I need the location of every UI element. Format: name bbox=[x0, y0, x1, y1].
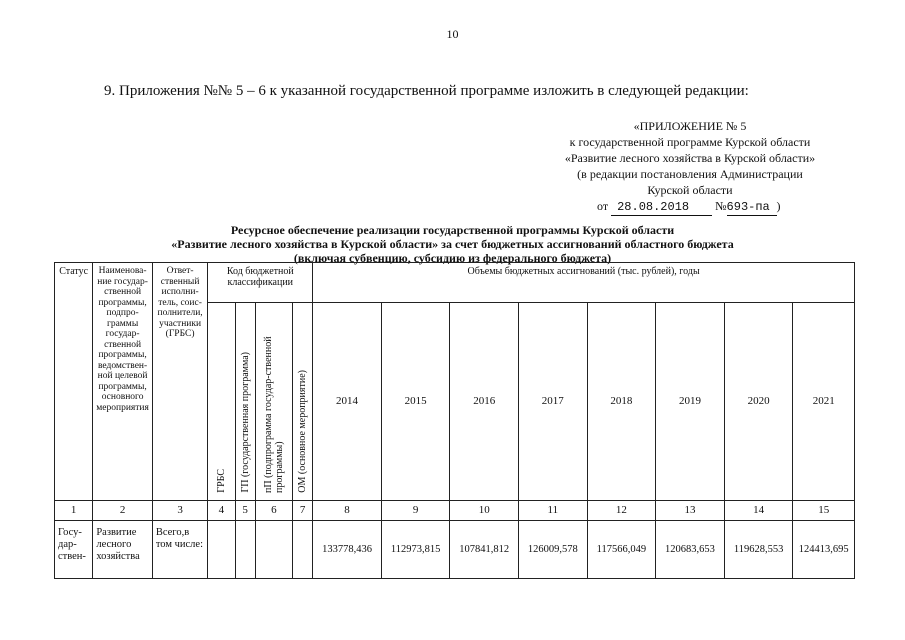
decree-number: 693-па bbox=[727, 199, 777, 216]
number-prefix: № bbox=[715, 199, 727, 213]
header-year: 2016 bbox=[450, 303, 519, 501]
row-value: 112973,815 bbox=[381, 521, 450, 579]
index-cell: 4 bbox=[208, 501, 235, 521]
index-cell: 11 bbox=[519, 501, 588, 521]
header-year: 2014 bbox=[313, 303, 382, 501]
index-cell: 5 bbox=[235, 501, 255, 521]
header-responsible: Ответ-ственный исполни-тель, соис-полнители, участники (ГРБС) bbox=[152, 263, 207, 501]
index-cell: 9 bbox=[381, 501, 450, 521]
header-year: 2020 bbox=[724, 303, 793, 501]
row-value: 133778,436 bbox=[313, 521, 382, 579]
header-name: Наименова-ние государ-ственной программы, подпро-граммы государ-ственной программы, ведомствен-ной целевой программы, основного мероприятия bbox=[93, 263, 153, 501]
header-pp-text: пП (подпрограмма государ-ственной программы) bbox=[262, 336, 285, 493]
row-responsible: Всего,в том числе: bbox=[152, 521, 207, 579]
index-cell: 14 bbox=[724, 501, 793, 521]
header-status: Статус bbox=[55, 263, 93, 501]
appendix-line-1: к государственной программе Курской области bbox=[569, 135, 811, 149]
header-pp bbox=[255, 303, 292, 501]
index-cell: 13 bbox=[656, 501, 725, 521]
appendix-line-2: «Развитие лесного хозяйства в Курской области» bbox=[564, 151, 816, 165]
header-year: 2017 bbox=[519, 303, 588, 501]
appendix-header bbox=[540, 118, 840, 216]
page-number: 10 bbox=[446, 27, 459, 41]
index-cell: 12 bbox=[587, 501, 656, 521]
index-cell: 3 bbox=[152, 501, 207, 521]
header-om bbox=[293, 303, 313, 501]
appendix-title: «ПРИЛОЖЕНИЕ № 5 bbox=[633, 119, 747, 133]
row-value: 120683,653 bbox=[656, 521, 725, 579]
index-cell: 6 bbox=[255, 501, 292, 521]
header-year: 2018 bbox=[587, 303, 656, 501]
row-om bbox=[293, 521, 313, 579]
header-grbs-text: ГРБС bbox=[215, 469, 227, 493]
header-year: 2021 bbox=[793, 303, 855, 501]
table-row bbox=[55, 521, 855, 579]
index-cell: 15 bbox=[793, 501, 855, 521]
index-cell: 10 bbox=[450, 501, 519, 521]
row-value: 117566,049 bbox=[587, 521, 656, 579]
header-om-text: ОМ (основное мероприятие) bbox=[297, 370, 309, 493]
header-code-group: Код бюджетной классификации bbox=[208, 263, 313, 303]
header-year: 2019 bbox=[656, 303, 725, 501]
row-gp bbox=[235, 521, 255, 579]
appendix-date-line bbox=[540, 198, 840, 216]
row-value: 124413,695 bbox=[793, 521, 855, 579]
index-row bbox=[55, 501, 855, 521]
table-title bbox=[0, 223, 905, 265]
header-grbs bbox=[208, 303, 235, 501]
header-gp-text: ГП (государственная программа) bbox=[239, 352, 251, 493]
date-prefix: от bbox=[597, 199, 609, 213]
index-cell: 7 bbox=[293, 501, 313, 521]
row-name: Развитие лесного хозяйства bbox=[93, 521, 153, 579]
row-pp bbox=[255, 521, 292, 579]
index-cell: 1 bbox=[55, 501, 93, 521]
appendix-line-4: Курской области bbox=[647, 183, 733, 197]
row-value: 119628,553 bbox=[724, 521, 793, 579]
budget-table bbox=[54, 262, 855, 579]
index-cell: 2 bbox=[93, 501, 153, 521]
header-row-1 bbox=[55, 263, 855, 303]
decree-date: 28.08.2018 bbox=[611, 199, 712, 216]
row-value: 107841,812 bbox=[450, 521, 519, 579]
intro-text: 9. Приложения №№ 5 – 6 к указанной государственной программе изложить в следующей редакции: bbox=[104, 83, 749, 99]
closing-paren: ) bbox=[776, 199, 781, 213]
header-year: 2015 bbox=[381, 303, 450, 501]
table-title-line-3: (включая субвенцию, субсидию из федерального бюджета) bbox=[293, 251, 612, 265]
table-title-line-1: Ресурсное обеспечение реализации государственной программы Курской области bbox=[230, 223, 675, 237]
row-grbs bbox=[208, 521, 235, 579]
header-volumes-group: Объемы бюджетных ассигнований (тыс. рублей), годы bbox=[313, 263, 855, 303]
header-gp bbox=[235, 303, 255, 501]
appendix-line-3: (в редакции постановления Администрации bbox=[577, 167, 803, 181]
row-status: Госу-дар-ствен- bbox=[55, 521, 93, 579]
index-cell: 8 bbox=[313, 501, 382, 521]
row-value: 126009,578 bbox=[519, 521, 588, 579]
table-title-line-2: «Развитие лесного хозяйства в Курской области» за счет бюджетных ассигнований областного бюджета bbox=[171, 237, 734, 251]
